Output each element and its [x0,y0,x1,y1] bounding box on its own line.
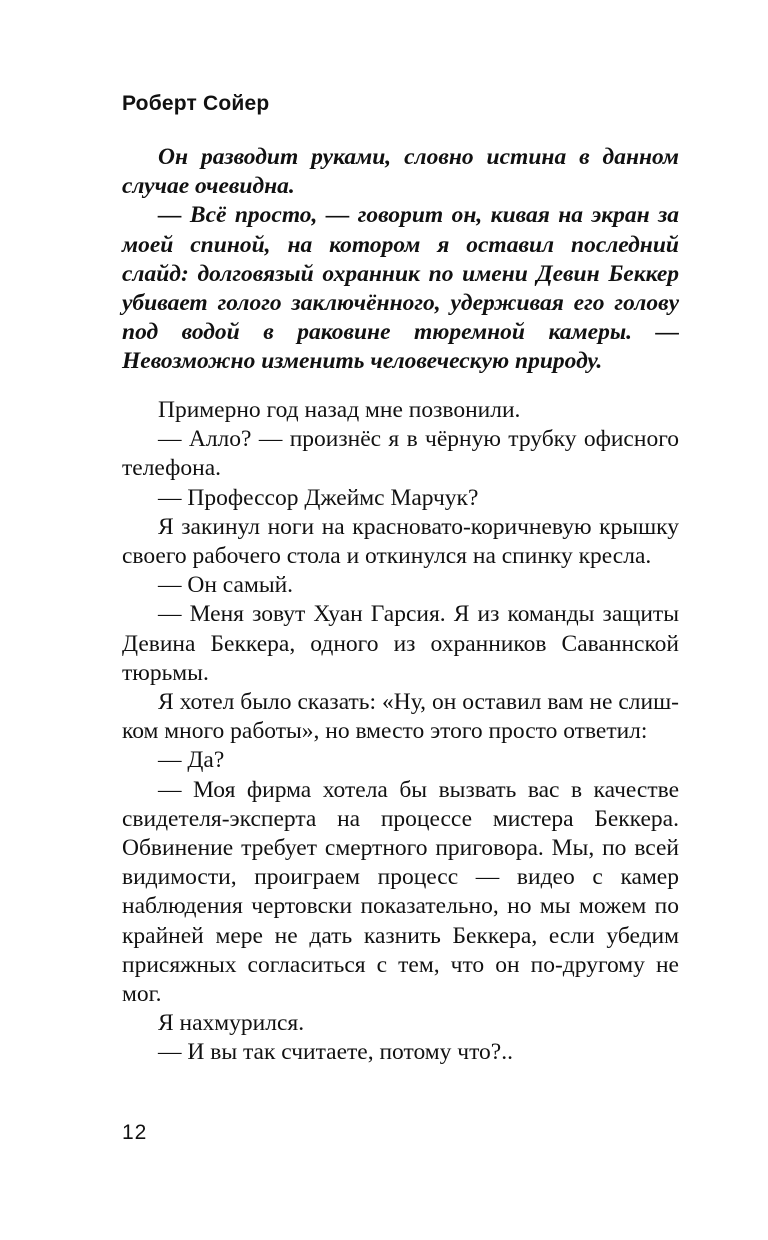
dialogue-line: — Алло? — произнёс я в чёрную трубку офисного телефона. [122,426,679,482]
epigraph-block [122,143,679,377]
body-paragraph: Я хотел было сказать: «Ну, он оставил вам не слишком много работы», но вместо этого просто ответил: [122,689,679,745]
body-paragraph: Примерно год назад мне позвонили. [158,397,521,423]
dialogue-line: — Меня зовут Хуан Гарсия. Я из команды защиты Девина Беккера, одного из охранников Саваннской тюрьмы. [122,601,679,686]
body-paragraph: Я нахмурился. [158,1010,305,1037]
epigraph-paragraph: — Всё просто, — говорит он, кивая на экран за моей спиной, на котором я оставил последний слайд: долговязый охранник по имени Девин Беккер убивает голого заключённого, удерживая его голову под водой в раковине тюремной камеры. — Невозможно изменить человеческую природу. [122,202,679,375]
dialogue-line: — Моя фирма хотела бы вызвать вас в качестве свидетеля-эксперта на процессе мистера Беккера. Обвинение требует смертного приговора. Мы, по всей видимости, проиграем процесс — видео с камер наблюдения чертовски показательно, но мы можем по крайней мере не дать казнить Беккера, если убедим присяжных согласиться с тем, что он по-другому не мог. [122,776,679,1008]
body-text [122,396,679,1068]
epigraph-paragraph: Он разводит руками, словно истина в данном случае очевидна. [122,144,679,200]
page-number: 12 [122,1121,148,1144]
dialogue-line: — Он самый. [158,572,294,599]
dialogue-line: — И вы так считаете, потому что?.. [158,1039,513,1066]
dialogue-line: — Профессор Джеймс Марчук? [158,484,479,511]
body-paragraph: Я закинул ноги на красновато-коричневую крышку своего рабочего стола и откинулся на спинку кресла. [122,513,679,570]
running-head-author: Роберт Сойер [122,92,270,115]
dialogue-line: — Да? [158,747,225,774]
